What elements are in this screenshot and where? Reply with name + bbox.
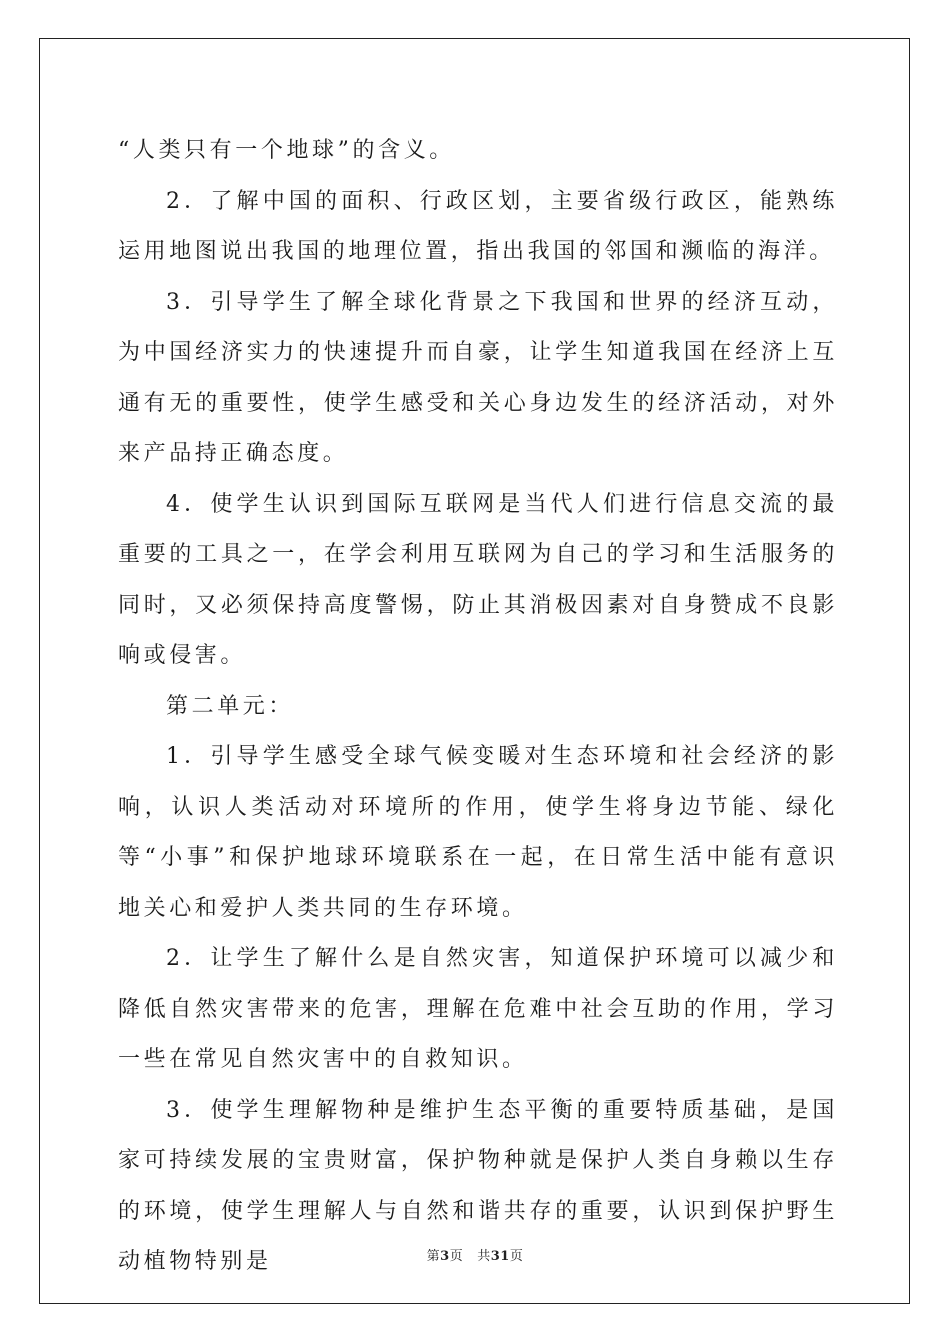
footer-page-number: 3 xyxy=(440,1249,450,1264)
paragraph-2: 2．了解中国的面积、行政区划，主要省级行政区，能熟练运用地图说出我国的地理位置，指出我国的邻国和濒临的海洋。 xyxy=(118,188,838,264)
paragraph-3: 3．引导学生了解全球化背景之下我国和世界的经济互动，为中国经济实力的快速提升而自豪，让学生知道我国在经济上互通有无的重要性，使学生感受和关心身边发生的经济活动，对外来产品持正确态度。 xyxy=(118,289,838,466)
footer-total-pages: 31 xyxy=(490,1249,510,1264)
page-footer xyxy=(0,1245,950,1264)
paragraph-7: 3．使学生理解物种是维护生态平衡的重要特质基础，是国家可持续发展的宝贵财富，保护物种就是保护人类自身赖以生存的环境，使学生理解人与自然和谐共存的重要，认识到保护野生动植物特别是 xyxy=(118,1097,838,1274)
paragraph-1: “人类只有一个地球”的含义。 xyxy=(118,138,455,163)
footer-total-prefix: 共 xyxy=(477,1249,491,1264)
footer-total-suffix: 页 xyxy=(509,1249,524,1264)
paragraph-6: 2．让学生了解什么是自然灾害，知道保护环境可以减少和降低自然灾害带来的危害，理解在危难中社会互助的作用，学习一些在常见自然灾害中的自救知识。 xyxy=(118,946,838,1072)
footer-page-suffix: 页 xyxy=(449,1249,464,1264)
document-body xyxy=(118,126,838,1288)
paragraph-5: 1．引导学生感受全球气候变暖对生态环境和社会经济的影响，认识人类活动对环境所的作用，使学生将身边节能、绿化等“小事”和保护地球环境联系在一起，在日常生活中能有意识地关心和爱护人类共同的生存环境。 xyxy=(118,744,838,921)
footer-page-prefix: 第 xyxy=(426,1249,441,1264)
section-heading: 第二单元： xyxy=(166,693,295,719)
paragraph-4: 4．使学生认识到国际互联网是当代人们进行信息交流的最重要的工具之一，在学会利用互联网为自己的学习和生活服务的同时，又必须保持高度警惕，防止其消极因素对自身赞成不良影响或侵害。 xyxy=(118,491,838,668)
